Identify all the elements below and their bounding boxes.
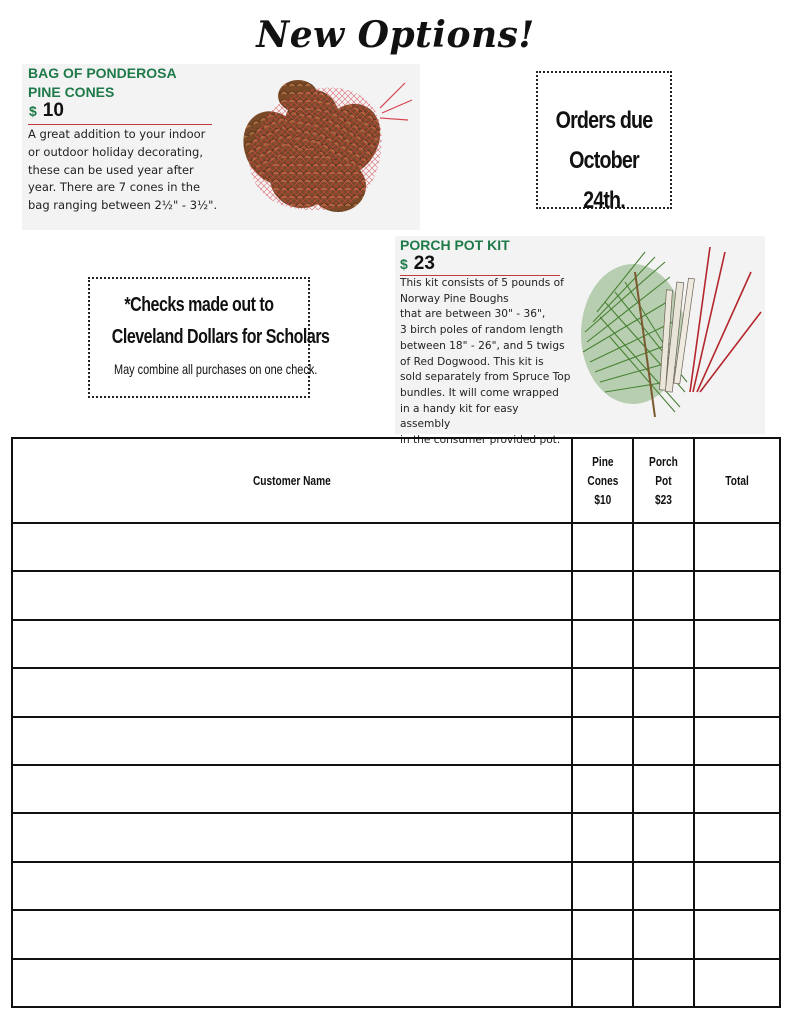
customer-name-cell[interactable] bbox=[12, 765, 572, 813]
porch-pot-panel bbox=[395, 236, 765, 447]
porch-header-line2: Pot bbox=[655, 473, 672, 488]
column-header-porch-pot bbox=[633, 438, 694, 523]
porch-header-line1: Porch bbox=[649, 454, 678, 469]
porch-pot-qty-cell[interactable] bbox=[633, 862, 694, 910]
pine-cones-price: 10 bbox=[42, 100, 64, 121]
pine-cones-panel bbox=[22, 64, 420, 230]
total-cell[interactable] bbox=[694, 959, 780, 1007]
porch-pot-qty-cell[interactable] bbox=[633, 523, 694, 571]
porch-pot-name: PORCH POT KIT bbox=[400, 237, 510, 253]
porch-pot-qty-cell[interactable] bbox=[633, 765, 694, 813]
page-title: New Options! bbox=[256, 14, 535, 56]
total-cell[interactable] bbox=[694, 813, 780, 861]
porch-pot-price: 23 bbox=[413, 253, 435, 274]
pine-cones-qty-cell[interactable] bbox=[572, 910, 633, 958]
total-cell[interactable] bbox=[694, 862, 780, 910]
table-row bbox=[12, 620, 780, 668]
customer-name-cell[interactable] bbox=[12, 910, 572, 958]
checks-note-subtext: May combine all purchases on one check. bbox=[113, 361, 318, 377]
pine-cones-qty-cell[interactable] bbox=[572, 717, 633, 765]
column-header-customer-name bbox=[12, 438, 572, 523]
total-cell[interactable] bbox=[694, 571, 780, 619]
porch-pot-description: This kit consists of 5 pounds of Norway Pine Boughs that are between 30" - 36", 3 birch poles of random length between 18" - 26", and 5 twigs of Red Dogwood. This kit is sold separately from Spruce Top bundles. It will come wrapped in a handy kit for easy assembly in the consumer provided pot. bbox=[400, 277, 571, 447]
table-row bbox=[12, 910, 780, 958]
pine-cones-qty-cell[interactable] bbox=[572, 813, 633, 861]
currency-symbol: $ bbox=[400, 256, 408, 272]
orders-due-box bbox=[536, 71, 672, 214]
pine-cone-bag-image bbox=[240, 78, 420, 218]
table-row bbox=[12, 523, 780, 571]
customer-name-cell[interactable] bbox=[12, 862, 572, 910]
pine-cones-qty-cell[interactable] bbox=[572, 571, 633, 619]
pine-cones-qty-cell[interactable] bbox=[572, 862, 633, 910]
porch-pot-qty-cell[interactable] bbox=[633, 717, 694, 765]
column-header-total bbox=[694, 438, 780, 523]
customer-name-cell[interactable] bbox=[12, 813, 572, 861]
table-row bbox=[12, 959, 780, 1007]
customer-name-header-text: Customer Name bbox=[253, 473, 331, 488]
orders-due-line2: October 24th. bbox=[569, 147, 639, 214]
table-header-row bbox=[12, 438, 780, 523]
total-cell[interactable] bbox=[694, 620, 780, 668]
table-row bbox=[12, 862, 780, 910]
checks-note-box bbox=[88, 277, 330, 398]
total-cell[interactable] bbox=[694, 910, 780, 958]
pine-cones-name bbox=[28, 64, 177, 102]
checks-note-line1: *Checks made out to bbox=[124, 294, 274, 316]
pine-cones-qty-cell[interactable] bbox=[572, 765, 633, 813]
currency-symbol: $ bbox=[29, 103, 37, 119]
customer-name-cell[interactable] bbox=[12, 668, 572, 716]
table-row bbox=[12, 717, 780, 765]
porch-pot-qty-cell[interactable] bbox=[633, 813, 694, 861]
customer-name-cell[interactable] bbox=[12, 959, 572, 1007]
total-cell[interactable] bbox=[694, 717, 780, 765]
customer-name-cell[interactable] bbox=[12, 717, 572, 765]
table-row bbox=[12, 813, 780, 861]
table-row bbox=[12, 668, 780, 716]
total-header-text: Total bbox=[725, 473, 749, 488]
table-row bbox=[12, 571, 780, 619]
porch-pot-qty-cell[interactable] bbox=[633, 620, 694, 668]
porch-pot-qty-cell[interactable] bbox=[633, 910, 694, 958]
porch-pot-qty-cell[interactable] bbox=[633, 668, 694, 716]
porch-pot-qty-cell[interactable] bbox=[633, 571, 694, 619]
pine-cones-qty-cell[interactable] bbox=[572, 668, 633, 716]
customer-name-cell[interactable] bbox=[12, 523, 572, 571]
pine-cones-name-line2: PINE CONES bbox=[28, 84, 115, 100]
table-row bbox=[12, 765, 780, 813]
pine-header-price: $10 bbox=[594, 492, 611, 507]
pine-cones-price-row bbox=[29, 100, 64, 122]
porch-pot-kit-image bbox=[575, 242, 763, 428]
total-cell[interactable] bbox=[694, 523, 780, 571]
pine-cones-rule bbox=[28, 124, 212, 125]
pine-cones-qty-cell[interactable] bbox=[572, 620, 633, 668]
pine-cones-description: A great addition to your indoor or outdoor holiday decorating, these can be used year after year. There are 7 cones in the bag ranging between 2½" - 3½". bbox=[28, 127, 218, 213]
pine-cones-qty-cell[interactable] bbox=[572, 959, 633, 1007]
porch-header-price: $23 bbox=[655, 492, 672, 507]
total-cell[interactable] bbox=[694, 668, 780, 716]
pine-header-line2: Cones bbox=[586, 473, 618, 488]
order-table bbox=[11, 437, 781, 1008]
total-cell[interactable] bbox=[694, 765, 780, 813]
pine-cones-qty-cell[interactable] bbox=[572, 523, 633, 571]
orders-due-line1: Orders due bbox=[555, 107, 653, 134]
porch-pot-qty-cell[interactable] bbox=[633, 959, 694, 1007]
pine-cones-name-line1: BAG OF PONDEROSA bbox=[28, 65, 177, 81]
pine-header-line1: Pine bbox=[591, 454, 614, 469]
customer-name-cell[interactable] bbox=[12, 571, 572, 619]
column-header-pine-cones bbox=[572, 438, 633, 523]
customer-name-cell[interactable] bbox=[12, 620, 572, 668]
porch-pot-price-row bbox=[400, 253, 435, 275]
order-table-body bbox=[12, 523, 780, 1007]
checks-note-line2: Cleveland Dollars for Scholars bbox=[111, 326, 330, 348]
